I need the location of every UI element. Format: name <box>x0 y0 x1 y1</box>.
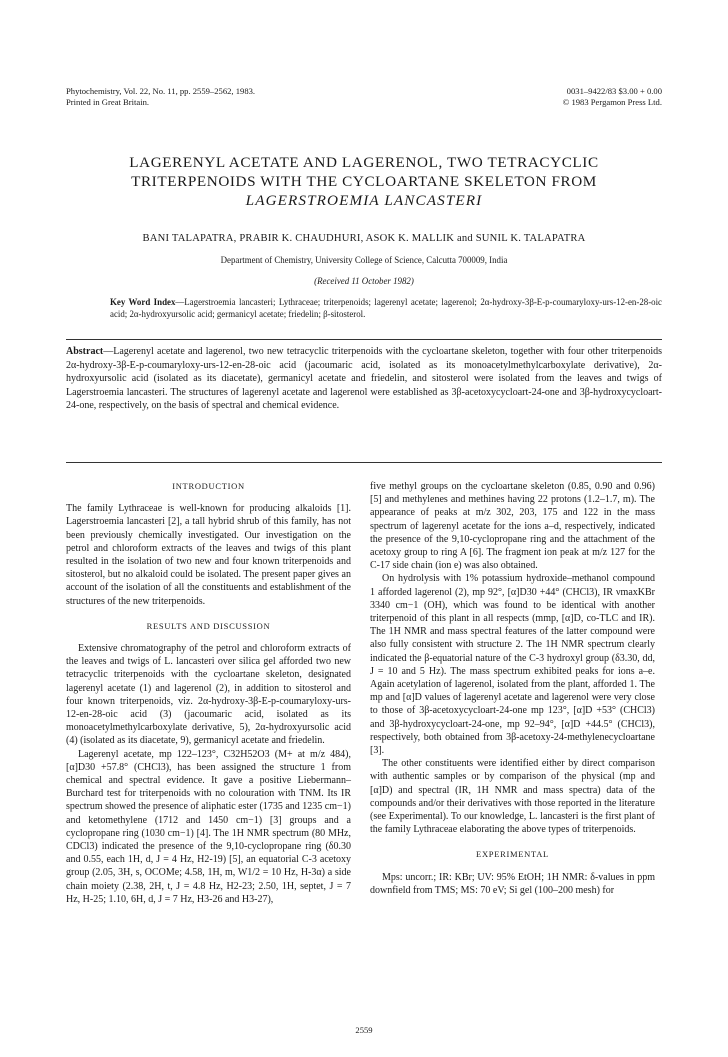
section-gap <box>66 608 351 620</box>
intro-paragraph: The family Lythraceae is well-known for producing alkaloids [1]. Lagerstroemia lancasteri [2], a tall hybrid shrub of this family, has not been previously chemically investigated. Our investigation on the petrol and chloroform extracts of the leaves and twigs of this plant resulted in the isolation of two new and four known triterpenoids and sitosterol, but no alkaloid could be isolated. The present paper gives an account of the isolation of all the constituents and establishment of the structures of the new triterpenoids. <box>66 503 351 607</box>
right-paragraph-3: The other constituents were identified either by direct comparison with authentic samples or by comparison of the physical (mp and [α]D) and spectral (IR, 1H NMR and mass spectra) data of the compounds and/or their derivatives with those reported in the literature (see Experimental). To our knowledge, L. lancasteri is the first plant of the family Lythraceae elaborating the above types of triterpenoids. <box>370 758 655 836</box>
abstract <box>66 345 662 413</box>
title-line-3: LAGERSTROEMIA LANCASTERI <box>245 192 483 209</box>
abstract-text: —Lagerenyl acetate and lagerenol, two new tetracyclic triterpenoids with the cycloartane skeleton, together with four other triterpenoids 2α-hydroxy-3β-E-p-coumaryloxy-urs-12-en-28-oic acid (jacoumaric acid, isolated as its monoacetylmethylcarboxylate derivative), 2α-hydroxyursolic acid (isolated as its diacetate), germanicyl acetate and friedelin, and sitosterol were isolated from the leaves and twigs of Lagerstroemia lancasteri. The structures of lagerenyl acetate and lagerenol were established as 3β-acetoxycycloart-24-one and 3β-hydroxycycloart-24-one, respectively, on the basis of spectral and chemical evidence. <box>66 346 662 412</box>
keyword-label: Key Word Index <box>110 297 176 307</box>
intro-heading: INTRODUCTION <box>172 481 245 491</box>
author-list: BANI TALAPATRA, PRABIR K. CHAUDHURI, ASOK K. MALLIK and SUNIL K. TALAPATRA <box>142 233 586 244</box>
copyright-block <box>563 86 662 108</box>
printed-line: Printed in Great Britain. <box>66 97 150 107</box>
left-column <box>66 480 351 906</box>
page-number: 2559 <box>355 1025 373 1035</box>
journal-line: Phytochemistry, Vol. 22, No. 11, pp. 2559–2562, 1983. <box>66 86 256 96</box>
affiliation: Department of Chemistry, University College of Science, Calcutta 700009, India <box>220 255 508 265</box>
title-line-1: LAGERENYL ACETATE AND LAGERENOL, TWO TETRACYCLIC <box>129 154 599 171</box>
section-gap <box>370 836 655 848</box>
journal-citation <box>66 86 255 108</box>
article-title <box>66 153 662 210</box>
results-paragraph-2: Lagerenyl acetate, mp 122–123°, C32H52O3 (M+ at m/z 484), [α]D30 +57.8° (CHCl3), has been assigned the structure 1 from chemical and spectral evidence. It gave a positive Liebermann–Burchard test for triterpenoids with no colouration with TNM. Its IR spectrum showed the presence of aliphatic ester (1735 and 1235 cm−1) and ketomethylene (1712 and 1450 cm−1) [3] groups and a cyclopropane ring (1030 cm−1) [4]. The 1H NMR spectrum (80 MHz, CDCl3) indicated the presence of the 9,10-cyclopropane ring (δ0.30 and 0.55, each 1H, d, J = 4 Hz, H2-19) [5], an equatorial C-3 acetoxy group (2.05, 3H, s, OCOMe; 4.58, 1H, m, W1/2 = 10 Hz, H-3α) a side chain moiety (2.38, 2H, t, J = 4.8 Hz, H2-23; 2.50, 1H, septet, J = 7 Hz, H-25; 1.10, 6H, d, J = 7 Hz, H3-26 and H3-27), <box>66 748 351 905</box>
received-date: (Received 11 October 1982) <box>314 276 414 286</box>
issn-line: 0031–9422/83 $3.00 + 0.00 <box>566 86 662 96</box>
right-paragraph-2: On hydrolysis with 1% potassium hydroxide–methanol compound 1 afforded lagerenol (2), mp 92°, [α]D30 +44° (CHCl3), IR νmaxKBr 3340 cm−1 (OH), which was found to be identical with another triterpenoid of this plant in all respects (mmp, [α]D, co-TLC and IR). The 1H NMR and mass spectral features of the latter compound were also fully consistent with structure 2. The 1H NMR spectrum clearly indicated the β-equatorial nature of the C-3 hydroxyl group (δ3.30, dd, J = 10 and 5 Hz). The mass spectrum exhibited peaks for ions a–e. Again acetylation of lagerenol, isolated from the plant, afforded 1. The mp and [α]D values of lagerenyl acetate and lagerenol were very close to those of 3β-acetoxycycloart-24-one mp 123°, [α]D +53° (CHCl3) and 3β-hydroxycycloart-24-one, mp 92–94°, [α]D +44.5° (CHCl3), respectively, both obtained from 3β-acetoxy-24-methylenecycloartane [3]. <box>370 573 655 757</box>
results-paragraph-1: Extensive chromatography of the petrol and chloroform extracts of the leaves and twigs of L. lancasteri over silica gel afforded two new tetracyclic triterpenoids with the cycloartane skeleton, designated lagerenyl acetate (1) and lagerenol (2), in addition to sitosterol and four known triterpenoids, viz. 2α-hydroxy-3β-E-p-coumaryloxy-urs-12-en-28-oic acid (3) (jacoumaric acid, isolated as its monoacetylmethylcarboxylate derivative, 5), 2α-hydroxyursolic acid (4) (isolated as its diacetate, 9), germanicyl acetate and friedelin. <box>66 643 351 747</box>
right-paragraph-1: five methyl groups on the cycloartane skeleton (0.85, 0.90 and 0.96) [5] and methylenes and methines having 22 protons (1.2–1.7, m). The appearance of peaks at m/z 302, 203, 175 and 122 in the mass spectrum of lagerenyl acetate for the ions a–d, respectively, indicated the presence of the 9,10-cyclopropane ring and the attachment of the acetoxy group to ring A [6]. The fragment ion peak at m/z 127 for the C-17 side chain (ion e) was also obtained. <box>370 481 655 572</box>
copyright-line: © 1983 Pergamon Press Ltd. <box>562 97 662 107</box>
abstract-label: Abstract <box>66 346 104 357</box>
bottom-rule <box>66 462 662 463</box>
keyword-index <box>110 296 662 320</box>
keyword-text: —Lagerstroemia lancasteri; Lythraceae; triterpenoids; lagerenyl acetate; lagerenol; 2α-hydroxy-3β-E-p-coumaryloxy-urs-12-en-28-oic acid; 2α-hydroxyursolic acid; germanicyl acetate; friedelin; β-sitosterol. <box>110 297 662 319</box>
right-column <box>370 480 655 897</box>
title-line-2: TRITERPENOIDS WITH THE CYCLOARTANE SKELETON FROM <box>131 173 597 190</box>
results-heading: RESULTS AND DISCUSSION <box>146 620 271 631</box>
experimental-paragraph: Mps: uncorr.; IR: KBr; UV: 95% EtOH; 1H NMR: δ-values in ppm downfield from TMS; MS: 70 eV; Si gel (100–200 mesh) for <box>370 871 655 896</box>
experimental-heading: EXPERIMENTAL <box>476 849 549 860</box>
top-rule <box>66 339 662 340</box>
